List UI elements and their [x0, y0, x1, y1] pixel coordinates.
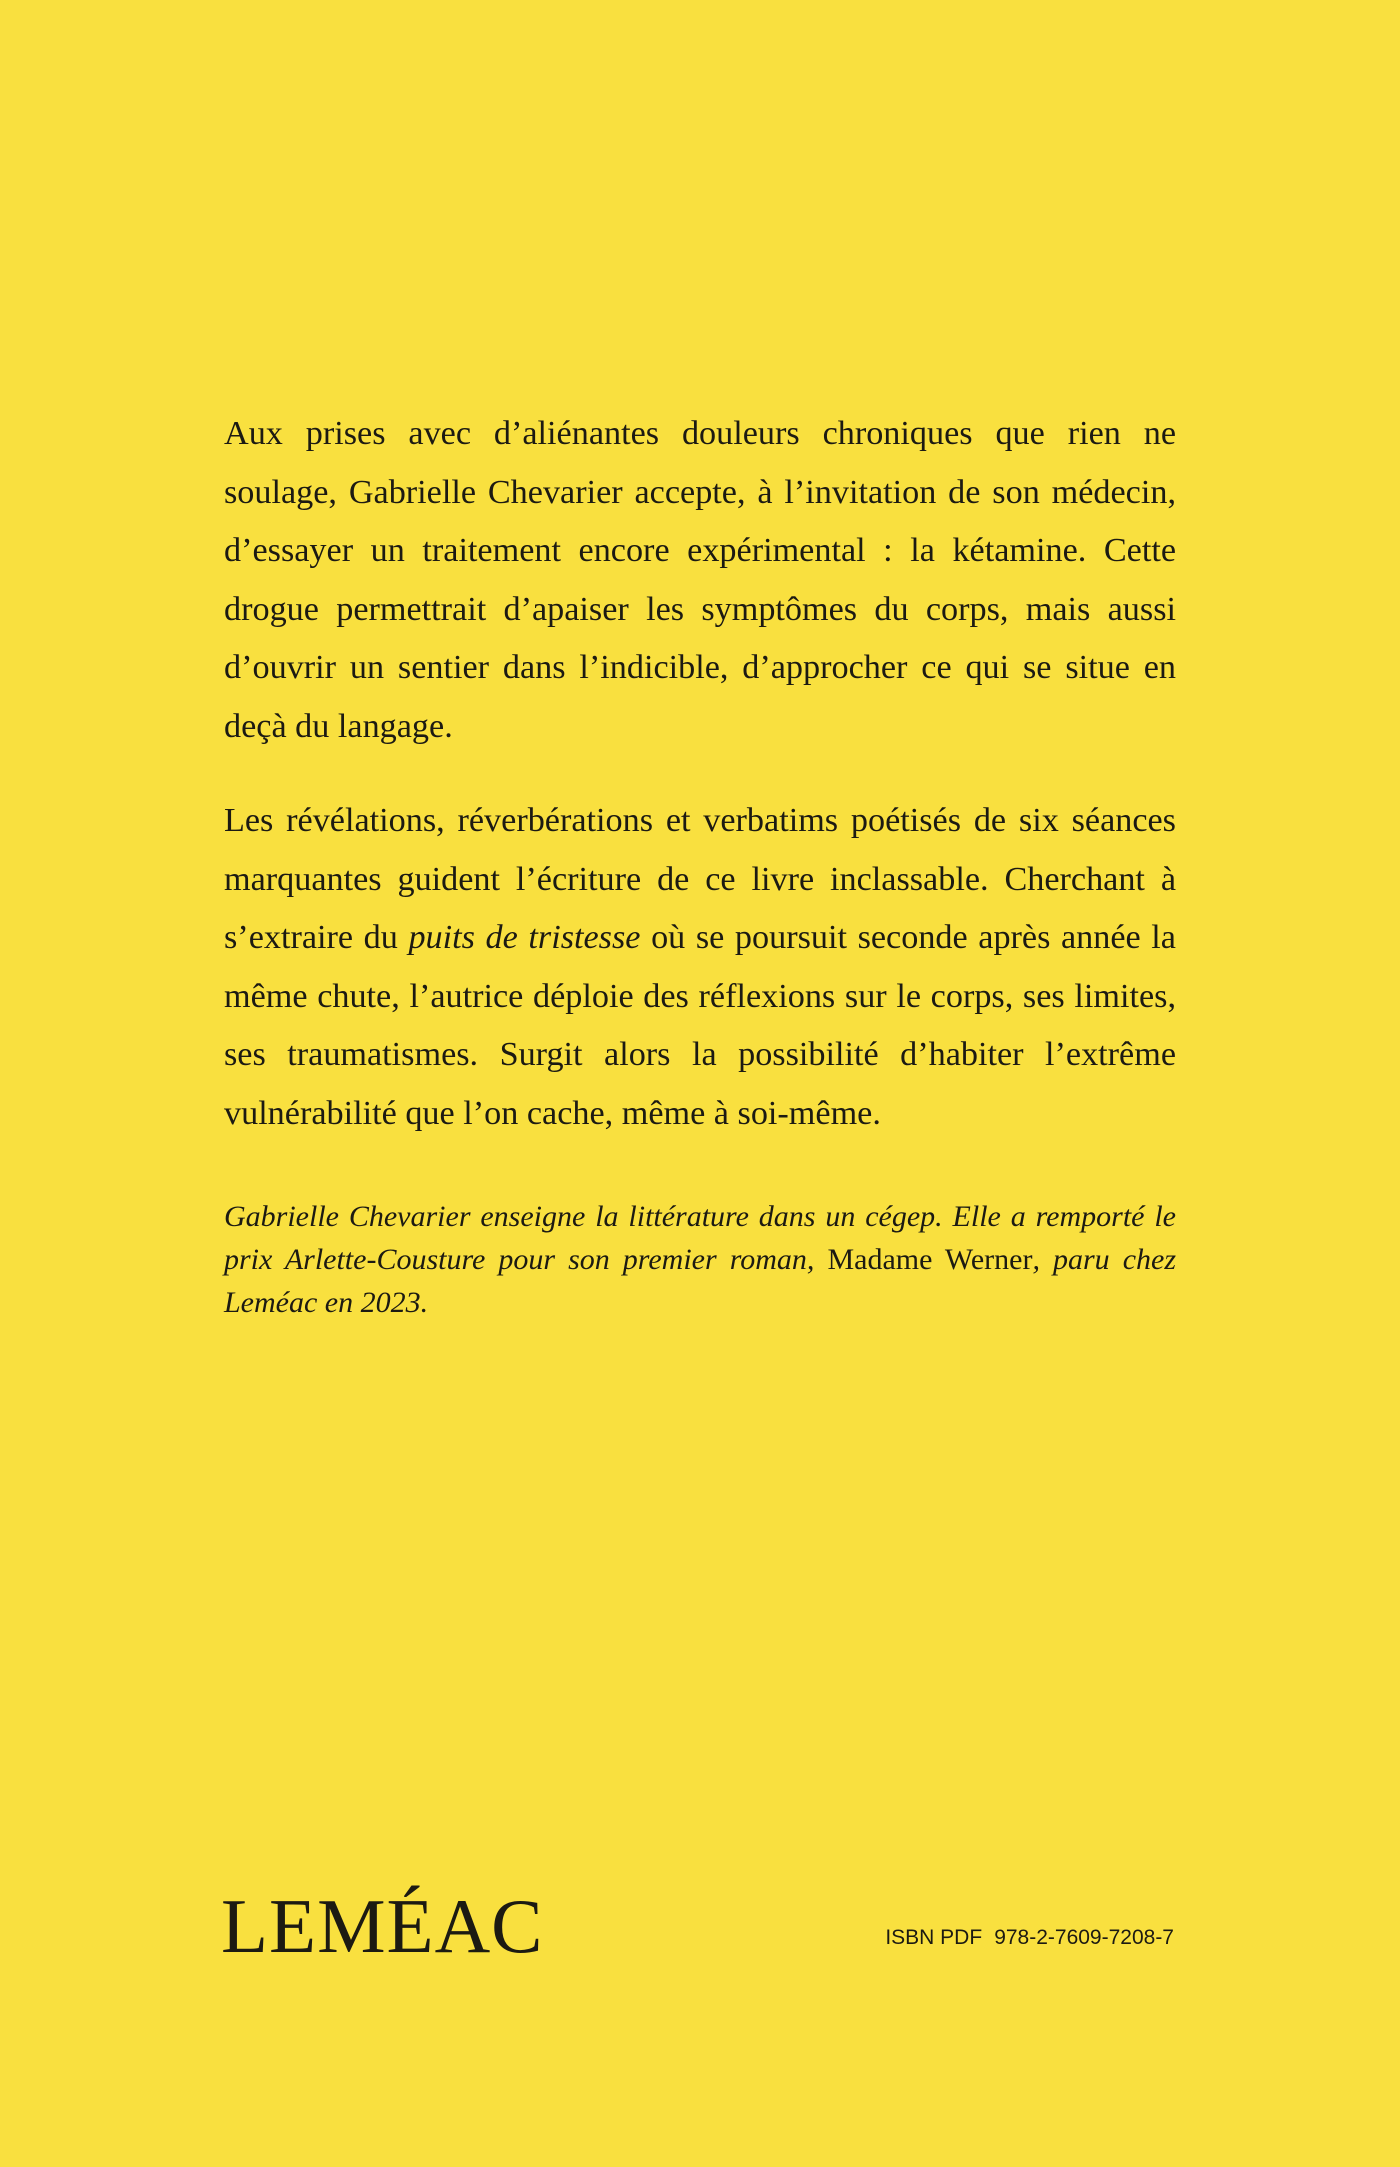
blurb-paragraph-2-start: Les révélations, réverbérations et verbatims poétisés de six séances marquantes guident l’écriture de ce livre inclassable. Cherchant à s’extraire du [224, 802, 1176, 956]
isbn [885, 1926, 1174, 1950]
isbn-value: 978-2-7609-7208-7 [994, 1926, 1174, 1949]
author-bio-book-title: Madame Werner [827, 1243, 1033, 1276]
blurb-paragraph-1: Aux prises avec d’aliénantes douleurs chroniques que rien ne soulage, Gabrielle Chevarier accepte, à l’invitation de son médecin, d’essayer un traitement encore expérimental : la kétamine. Cette drogue permettrait d’apaiser les symptômes du corps, mais aussi d’ouvrir un sentier dans l’indicible, d’approcher ce qui se situe en deçà du langage. [224, 415, 1176, 745]
blurb [224, 405, 1176, 1324]
blurb-italic-phrase: puits de tristesse [408, 919, 641, 956]
publisher-logo: LEMÉAC [221, 1883, 544, 1969]
author-bio-end: , paru chez Leméac en 2023. [224, 1243, 1177, 1319]
author-bio-start: Gabrielle Chevarier enseigne la littérature dans un cégep. Elle a remporté le prix Arlette-Cousture pour son premier roman, [224, 1200, 1176, 1276]
blurb-paragraph-2 [224, 792, 1176, 1143]
isbn-label: ISBN PDF [885, 1926, 983, 1949]
blurb-paragraph-2-end: où se poursuit seconde après année la même chute, l’autrice déploie des réflexions sur le corps, ses limites, ses traumatismes. Surgit alors la possibilité d’habiter l’extrême vulnérabilité que l’on cache, même à soi-même. [224, 919, 1176, 1132]
author-bio [224, 1195, 1176, 1324]
